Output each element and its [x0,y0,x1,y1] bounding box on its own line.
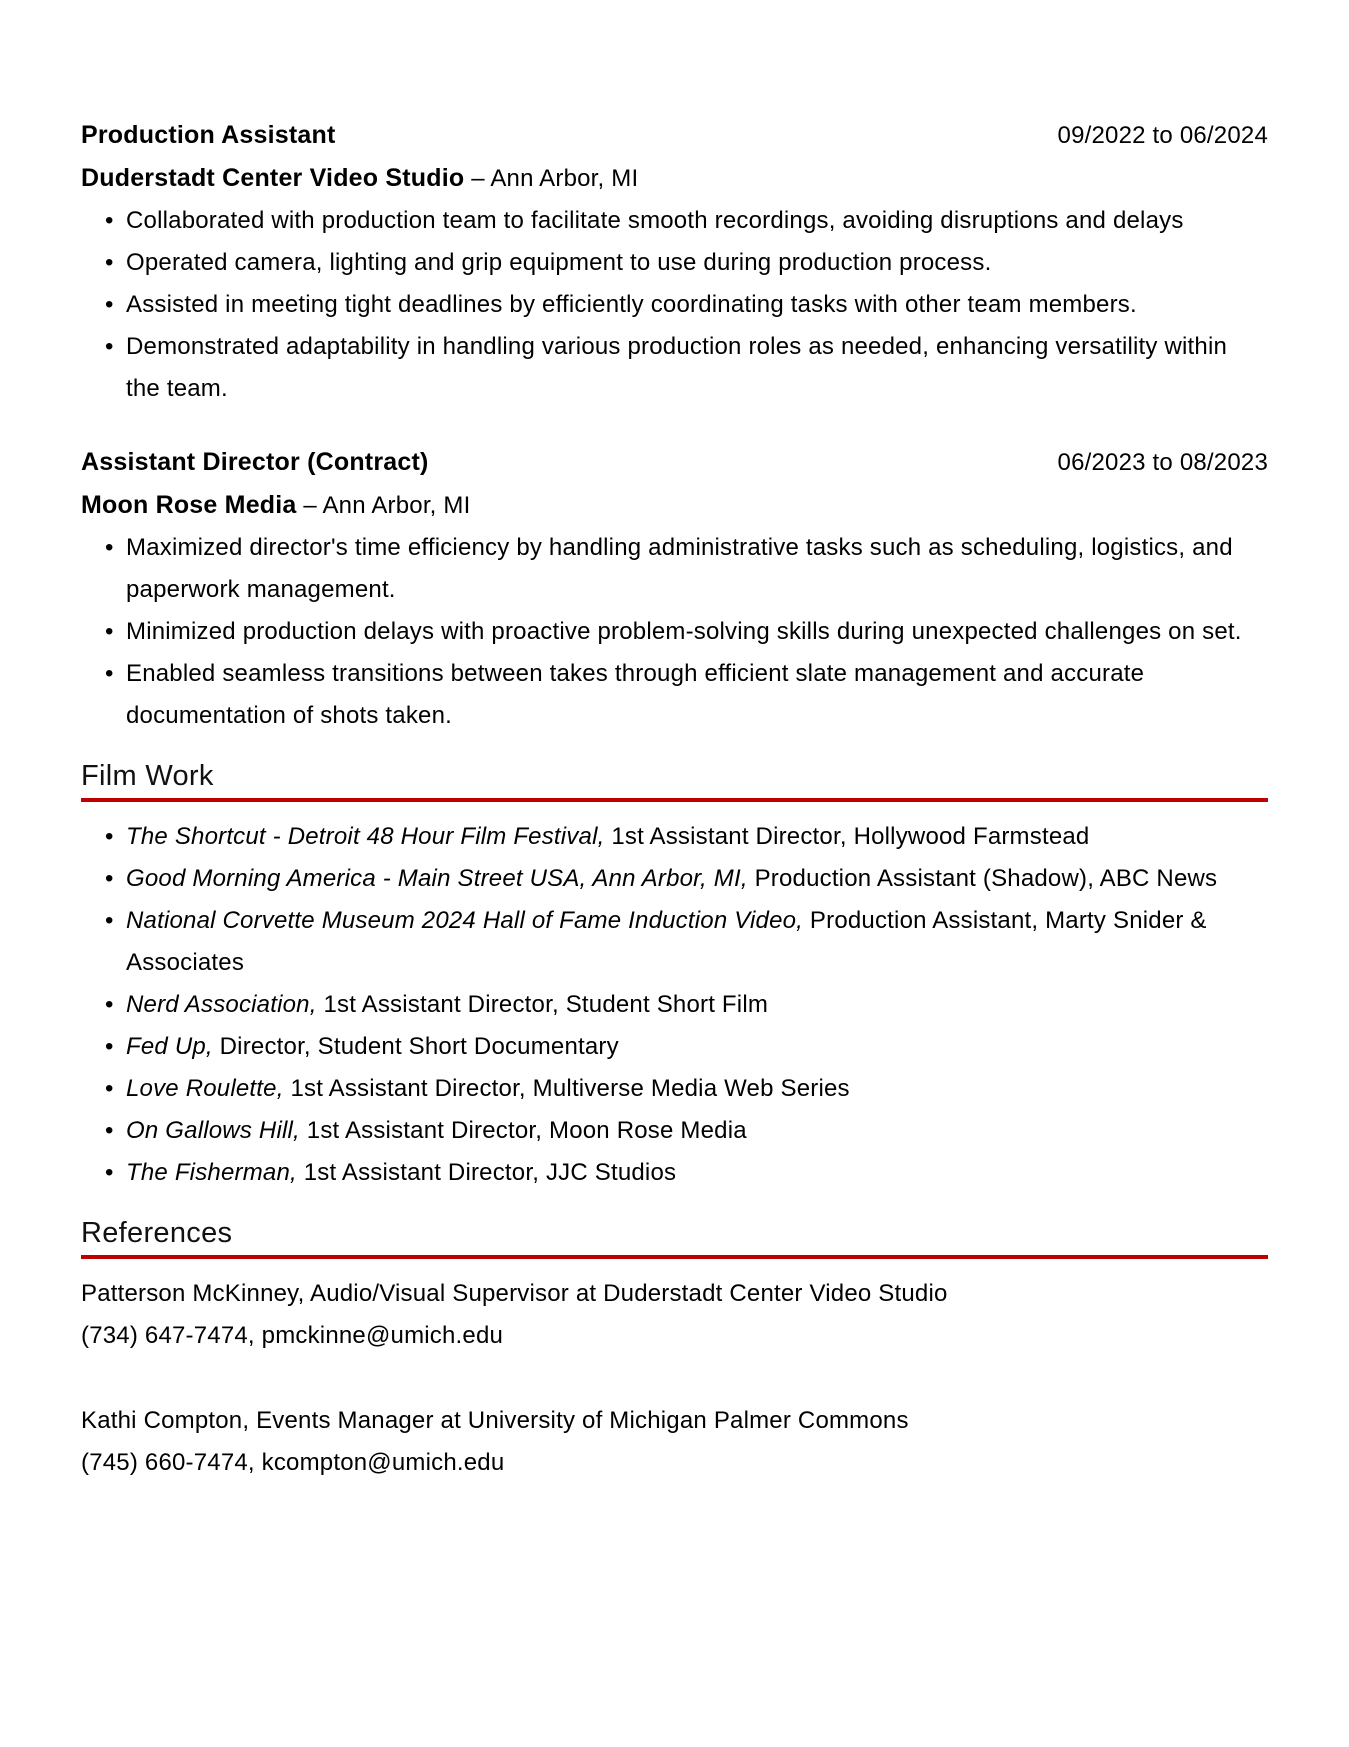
job-header [81,441,1268,484]
reference-name-line: Kathi Compton, Events Manager at University of Michigan Palmer Commons [81,1407,909,1434]
section-heading-film-work: Film Work [81,754,1268,802]
job-bullet: • Maximized director's time efficiency by handling administrative tasks such as scheduling, logistics, and paperwork management. [81,527,1268,611]
job-bullet-list [81,200,1268,410]
film-work-item [81,1152,1268,1194]
references-list [81,1273,1268,1484]
job-bullet: • Operated camera, lighting and grip equipment to use during production process. [81,242,1268,284]
film-work-item [81,1026,1268,1068]
job-title: Assistant Director (Contract) [81,448,429,476]
film-title: Nerd Association, [126,991,317,1018]
job-bullet-list [81,527,1268,737]
company-location: – Ann Arbor, MI [296,492,471,519]
job-bullet: • Demonstrated adaptability in handling various production roles as needed, enhancing versatility within the team. [81,326,1268,410]
film-work-item [81,984,1268,1026]
job-entry-assistant-director [81,441,1268,737]
film-title: The Fisherman, [126,1159,297,1186]
film-details: 1st Assistant Director, Hollywood Farmstead [604,823,1090,850]
job-title: Production Assistant [81,121,336,149]
film-details: 1st Assistant Director, JJC Studios [296,1159,677,1186]
film-work-item [81,1068,1268,1110]
company-location: – Ann Arbor, MI [464,165,639,192]
job-header [81,114,1268,157]
section-heading-references: References [81,1211,1268,1259]
film-details: Production Assistant (Shadow), ABC News [747,865,1218,892]
film-title: On Gallows Hill, [126,1117,300,1144]
film-details: 1st Assistant Director, Student Short Film [316,991,769,1018]
film-work-item [81,858,1268,900]
film-work-item [81,816,1268,858]
film-title: National Corvette Museum 2024 Hall of Fame Induction Video, [126,907,804,934]
company-name: Duderstadt Center Video Studio [81,164,465,192]
job-company-line [81,484,1268,527]
film-details: 1st Assistant Director, Multiverse Media Web Series [283,1075,850,1102]
company-name: Moon Rose Media [81,491,297,519]
film-title: Love Roulette, [126,1075,284,1102]
job-company-line [81,157,1268,200]
job-entry-production-assistant [81,114,1268,410]
job-bullet: • Collaborated with production team to facilitate smooth recordings, avoiding disruptions and delays [81,200,1268,242]
resume-content [81,114,1268,1484]
reference-entry [81,1400,1268,1484]
reference-contact-line: (734) 647-7474, pmckinne@umich.edu [81,1322,504,1349]
film-details: 1st Assistant Director, Moon Rose Media [299,1117,747,1144]
film-details: Director, Student Short Documentary [212,1033,619,1060]
job-dates: 09/2022 to 06/2024 [1057,122,1268,149]
reference-contact-line: (745) 660-7474, kcompton@umich.edu [81,1449,505,1476]
film-work-list [81,816,1268,1194]
film-title: Good Morning America - Main Street USA, Ann Arbor, MI, [126,865,748,892]
film-work-item [81,900,1268,984]
job-bullet: • Assisted in meeting tight deadlines by efficiently coordinating tasks with other team members. [81,284,1268,326]
job-bullet: • Enabled seamless transitions between takes through efficient slate management and accurate documentation of shots taken. [81,653,1268,737]
film-work-item [81,1110,1268,1152]
film-title: Fed Up, [126,1033,213,1060]
reference-entry [81,1273,1268,1357]
film-title: The Shortcut - Detroit 48 Hour Film Festival, [126,823,605,850]
reference-name-line: Patterson McKinney, Audio/Visual Supervisor at Duderstadt Center Video Studio [81,1280,948,1307]
film-details: Production Assistant, Marty Snider & Associates [126,907,1207,976]
job-bullet: • Minimized production delays with proactive problem-solving skills during unexpected challenges on set. [81,611,1268,653]
job-dates: 06/2023 to 08/2023 [1057,449,1268,476]
